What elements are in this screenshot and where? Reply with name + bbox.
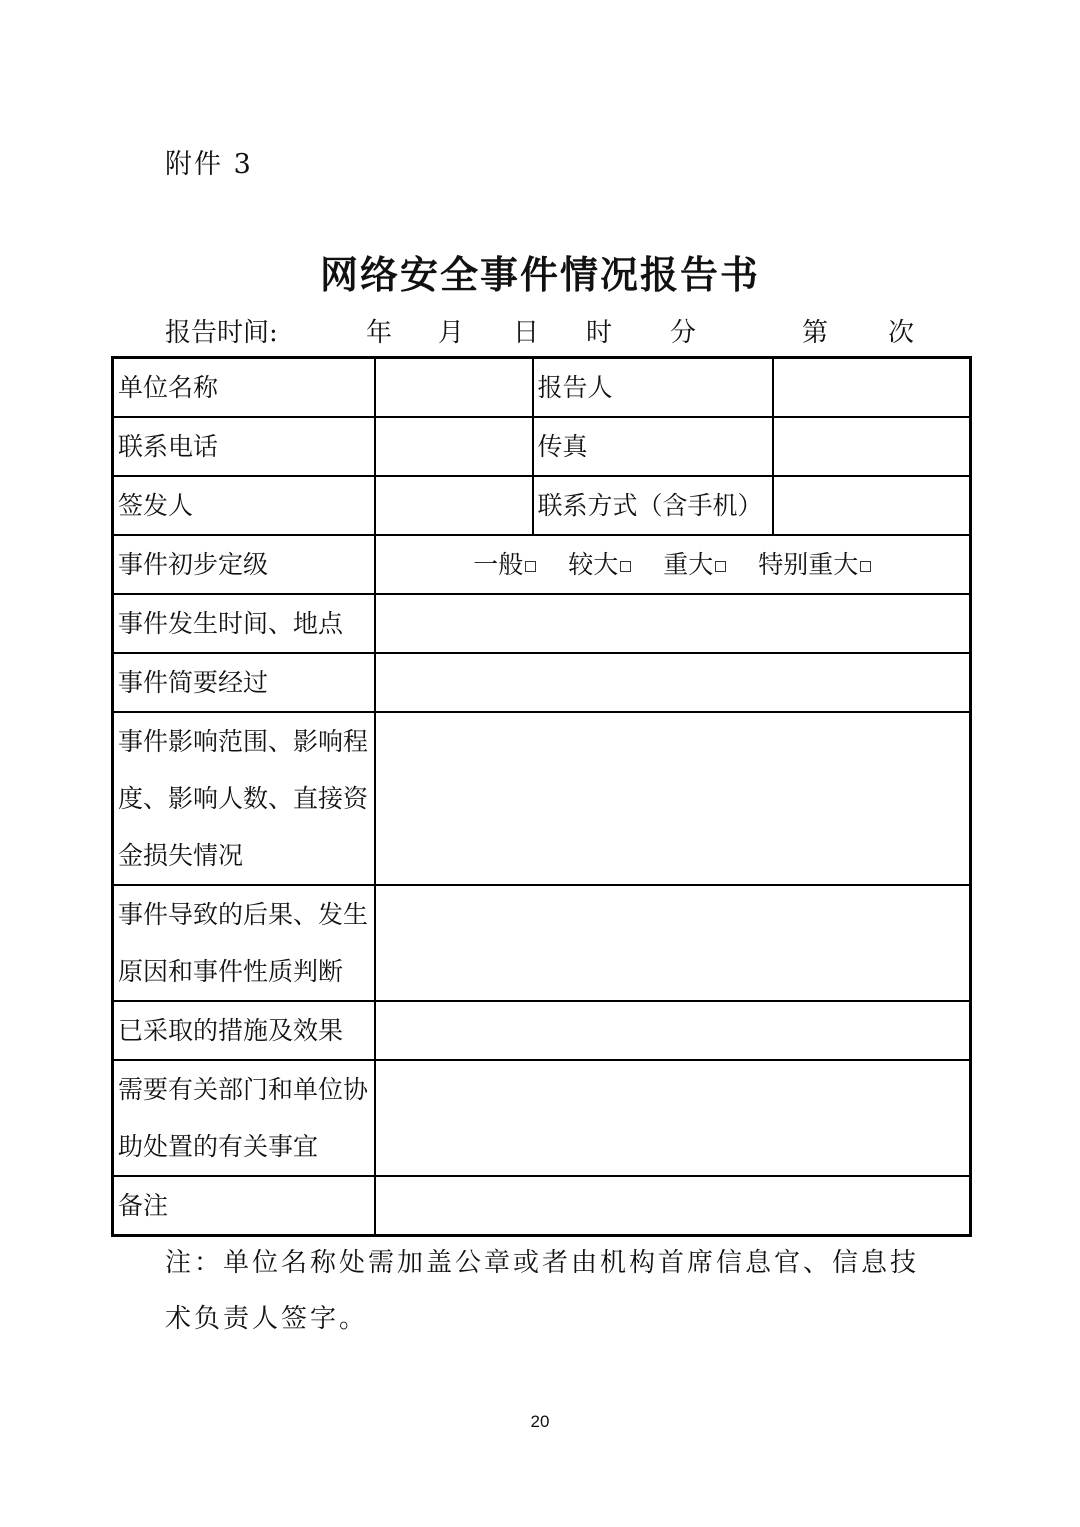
document-title: 网络安全事件情况报告书 — [319, 252, 760, 297]
phone-field[interactable] — [375, 417, 533, 476]
brief-label: 事件简要经过 — [113, 653, 375, 712]
time-place-field[interactable] — [375, 594, 971, 653]
unit-name-field[interactable] — [375, 358, 533, 418]
footnote: 注：单位名称处需加盖公章或者由机构首席信息官、信息技术负责人签字。 — [165, 1248, 920, 1334]
hour-label: 时 — [586, 318, 613, 348]
table-row — [113, 417, 971, 476]
reporter-field[interactable] — [773, 358, 971, 418]
table-row — [113, 1001, 971, 1060]
phone-label: 联系电话 — [113, 417, 375, 476]
checkbox-icon[interactable] — [525, 561, 536, 572]
table-row — [113, 885, 971, 1001]
checkbox-icon[interactable] — [620, 561, 631, 572]
consequence-label — [113, 885, 375, 1001]
measures-field[interactable] — [375, 1001, 971, 1060]
table-row — [113, 1176, 971, 1236]
table-row — [113, 535, 971, 594]
day-label: 日 — [513, 318, 540, 348]
impact-field[interactable] — [375, 712, 971, 885]
reporter-label: 报告人 — [533, 358, 773, 418]
assist-label-line: 需要有关部门和单位协 — [118, 1075, 369, 1104]
level-option-larger-label: 较大 — [568, 550, 619, 579]
report-time-label: 报告时间: — [165, 318, 278, 348]
table-row — [113, 1060, 971, 1176]
time-place-label: 事件发生时间、地点 — [113, 594, 375, 653]
level-option-major[interactable] — [663, 550, 726, 579]
level-option-larger[interactable] — [568, 550, 631, 579]
table-row — [113, 476, 971, 535]
level-option-especially-major-label: 特别重大 — [758, 550, 859, 579]
impact-label-line: 金损失情况 — [118, 841, 244, 870]
level-label: 事件初步定级 — [113, 535, 375, 594]
ordinal-suffix: 次 — [888, 318, 915, 348]
ordinal-prefix: 第 — [802, 318, 829, 348]
issuer-label: 签发人 — [113, 476, 375, 535]
level-option-major-label: 重大 — [663, 550, 714, 579]
year-label: 年 — [366, 318, 393, 348]
report-time-row — [0, 312, 1080, 348]
checkbox-icon[interactable] — [715, 561, 726, 572]
issuer-field[interactable] — [375, 476, 533, 535]
attachment-label: 附件 3 — [165, 149, 253, 180]
month-label: 月 — [438, 318, 465, 348]
consequence-label-line: 事件导致的后果、发生 — [118, 900, 369, 929]
checkbox-icon[interactable] — [860, 561, 871, 572]
table-row — [113, 358, 971, 418]
contact-label: 联系方式（含手机） — [533, 476, 773, 535]
remarks-field[interactable] — [375, 1176, 971, 1236]
level-option-general[interactable] — [473, 550, 536, 579]
level-options — [375, 535, 971, 594]
measures-label: 已采取的措施及效果 — [113, 1001, 375, 1060]
impact-label-line: 事件影响范围、影响程 — [118, 727, 369, 756]
report-form-table — [111, 356, 972, 1237]
assist-label — [113, 1060, 375, 1176]
unit-name-label: 单位名称 — [113, 358, 375, 418]
remarks-label: 备注 — [113, 1176, 375, 1236]
level-option-especially-major[interactable] — [758, 550, 871, 579]
minute-label: 分 — [670, 318, 697, 348]
fax-field[interactable] — [773, 417, 971, 476]
fax-label: 传真 — [533, 417, 773, 476]
assist-label-line: 助处置的有关事宜 — [118, 1132, 319, 1161]
level-option-general-label: 一般 — [473, 550, 524, 579]
page-number: 20 — [530, 1412, 550, 1431]
brief-field[interactable] — [375, 653, 971, 712]
table-row — [113, 712, 971, 885]
consequence-field[interactable] — [375, 885, 971, 1001]
consequence-label-line: 原因和事件性质判断 — [118, 957, 344, 986]
table-row — [113, 594, 971, 653]
assist-field[interactable] — [375, 1060, 971, 1176]
table-row — [113, 653, 971, 712]
impact-label-line: 度、影响人数、直接资 — [118, 784, 369, 813]
contact-field[interactable] — [773, 476, 971, 535]
impact-label — [113, 712, 375, 885]
